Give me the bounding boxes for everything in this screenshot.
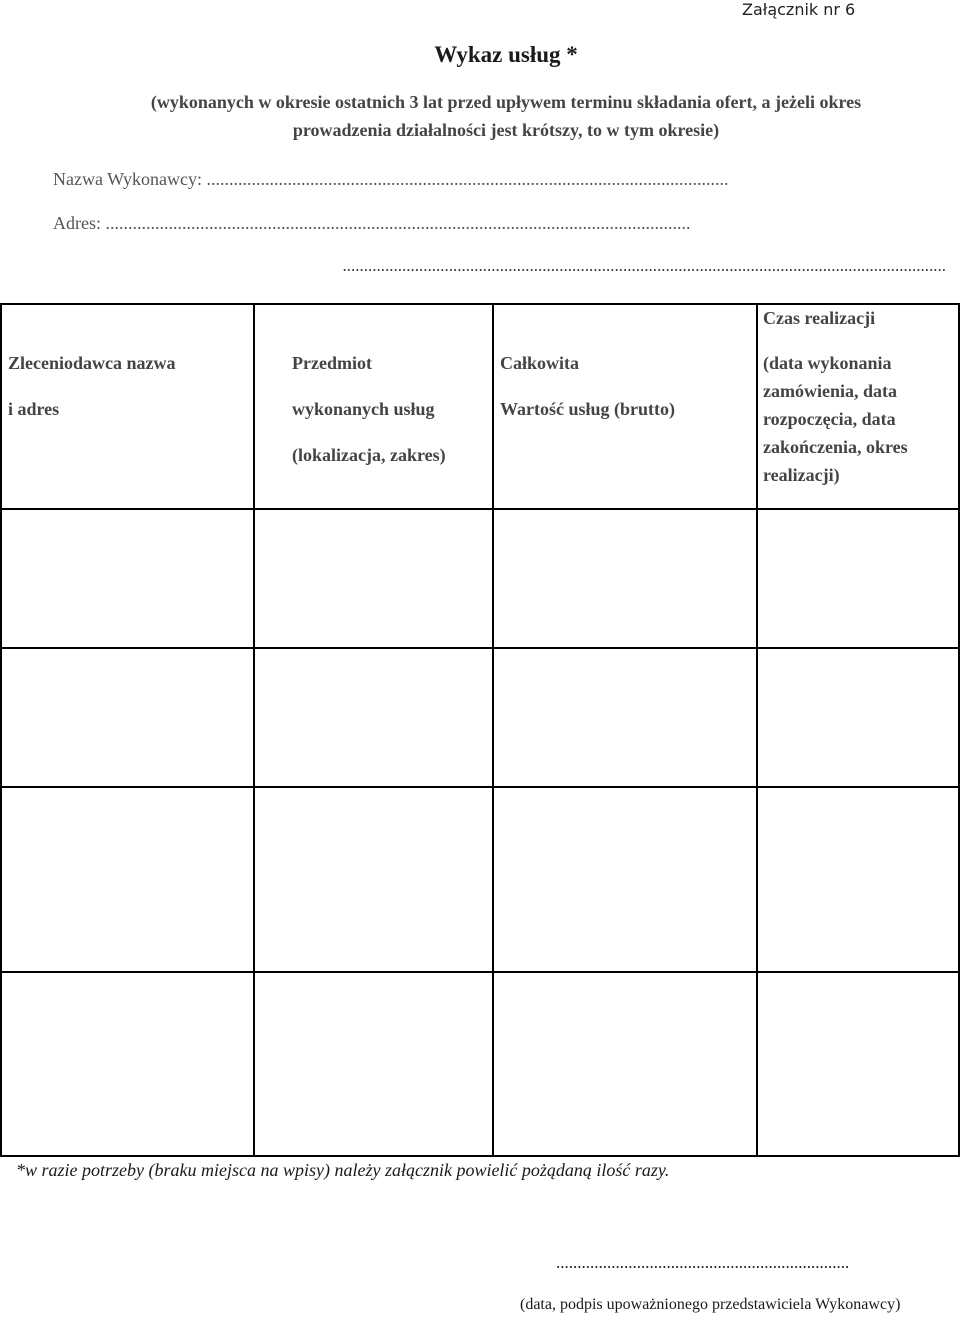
table-border-bottom xyxy=(0,1155,960,1157)
table-column-divider xyxy=(253,303,255,1157)
column-header-time-title: Czas realizacji xyxy=(763,308,876,328)
table-row-divider xyxy=(0,971,960,973)
signature-label: (data, podpis upoważnionego przedstawiciela Wykonawcy) xyxy=(520,1296,901,1313)
table-row-divider xyxy=(0,786,960,788)
column-header-subject-scope: (lokalizacja, zakres) xyxy=(292,445,446,465)
table-border-top xyxy=(0,303,960,305)
table-row-divider xyxy=(0,647,960,649)
column-header-total: Całkowita xyxy=(500,353,580,373)
footnote: *w razie potrzeby (braku miejsca na wpisy) należy załącznik powielić pożądaną ilość razy. xyxy=(16,1160,670,1180)
address-continuation-field: .............................................................................................................................................. xyxy=(342,256,946,275)
annex-label: Załącznik nr 6 xyxy=(742,0,856,19)
table-column-divider xyxy=(756,303,758,1157)
subtitle-line-2: prowadzenia działalności jest krótszy, to w tym okresie) xyxy=(292,120,720,140)
page-title: Wykaz usług * xyxy=(434,42,578,67)
column-header-subject: Przedmiot xyxy=(292,353,372,373)
column-header-subject-services: wykonanych usług xyxy=(292,399,435,419)
column-header-client-address: i adres xyxy=(8,399,60,419)
table-row-divider xyxy=(0,508,960,510)
column-header-value: Wartość usług (brutto) xyxy=(500,399,675,419)
contractor-name-field: Nazwa Wykonawcy: .................................................................................................................... xyxy=(53,169,729,189)
column-header-time-line-3: rozpoczęcia, data xyxy=(763,409,896,429)
signature-line: ..................................................................... xyxy=(556,1253,850,1272)
subtitle-line-1: (wykonanych w okresie ostatnich 3 lat przed upływem terminu składania ofert, a jeżeli okres xyxy=(150,92,862,112)
column-header-time-line-4: zakończenia, okres xyxy=(763,437,908,457)
column-header-client-name: Zleceniodawca nazwa xyxy=(8,353,176,373)
table-border-left xyxy=(0,303,2,1157)
table-column-divider xyxy=(492,303,494,1157)
column-header-time-line-5: realizacji) xyxy=(763,465,840,485)
address-field: Adres: .................................................................................................................................. xyxy=(53,213,691,233)
column-header-time-line-1: (data wykonania xyxy=(763,353,892,373)
column-header-time-line-2: zamówienia, data xyxy=(763,381,897,401)
